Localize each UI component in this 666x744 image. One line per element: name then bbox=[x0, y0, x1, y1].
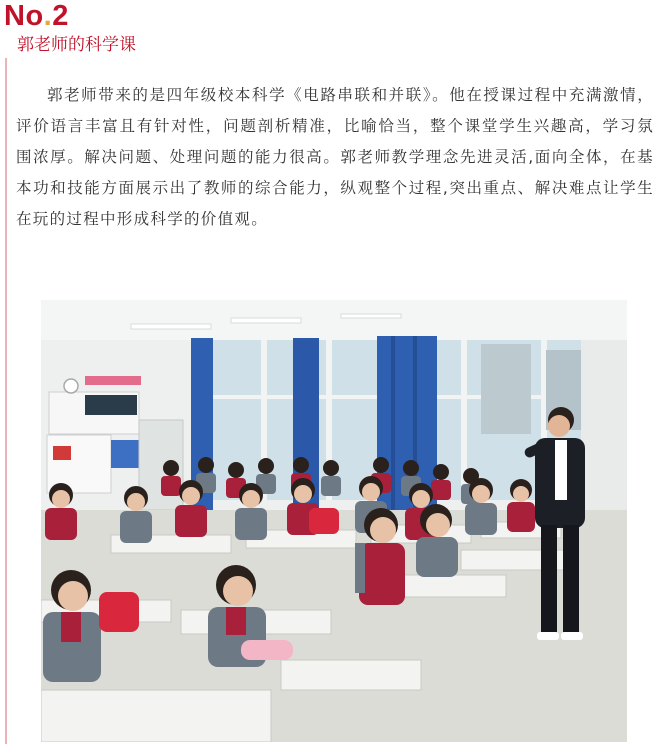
article-body bbox=[14, 80, 654, 235]
left-accent-rule bbox=[5, 58, 7, 744]
section-number-prefix: No bbox=[4, 0, 44, 32]
section-number-value: 2 bbox=[52, 0, 69, 32]
photo-pencil-case bbox=[241, 640, 293, 660]
photo-red-jacket bbox=[309, 508, 339, 534]
photo-decoration bbox=[85, 376, 141, 385]
photo-ceiling-light bbox=[231, 318, 301, 323]
classroom-photo bbox=[41, 300, 627, 742]
photo-desk bbox=[41, 690, 271, 742]
section-title: 郭老师的科学课 bbox=[17, 35, 136, 55]
article-header bbox=[0, 0, 666, 62]
article-paragraph: 郭老师带来的是四年级校本科学《电路串联和并联》。他在授课过程中充满激情，评价语言丰富且有针对性，问题剖析精准，比喻恰当，整个课堂学生兴趣高，学习氛围浓厚。解决问题、处理问题的能力很高。郭老师教学理念先进灵活,面向全体，在基本功和技能方面展示出了教师的综合能力，纵观整个过程,突出重点、解决难点让学生在玩的过程中形成科学的价值观。 bbox=[16, 86, 654, 228]
photo-desk bbox=[281, 660, 421, 690]
classroom-photo-illustration bbox=[41, 300, 627, 742]
photo-building bbox=[481, 344, 531, 434]
section-number bbox=[4, 0, 69, 32]
section-number-dot: . bbox=[43, 0, 53, 32]
photo-ceiling bbox=[41, 300, 627, 340]
photo-ceiling-light bbox=[131, 324, 211, 329]
photo-right-wall bbox=[581, 340, 627, 510]
photo-poster bbox=[85, 395, 137, 415]
photo-curtain-fold bbox=[391, 336, 395, 526]
photo-red-jacket bbox=[99, 592, 139, 632]
photo-ceiling-light bbox=[341, 314, 401, 318]
photo-cabinet-blue-item bbox=[111, 440, 141, 468]
photo-wall-clock bbox=[64, 379, 78, 393]
photo-cabinet-red-item bbox=[53, 446, 71, 460]
